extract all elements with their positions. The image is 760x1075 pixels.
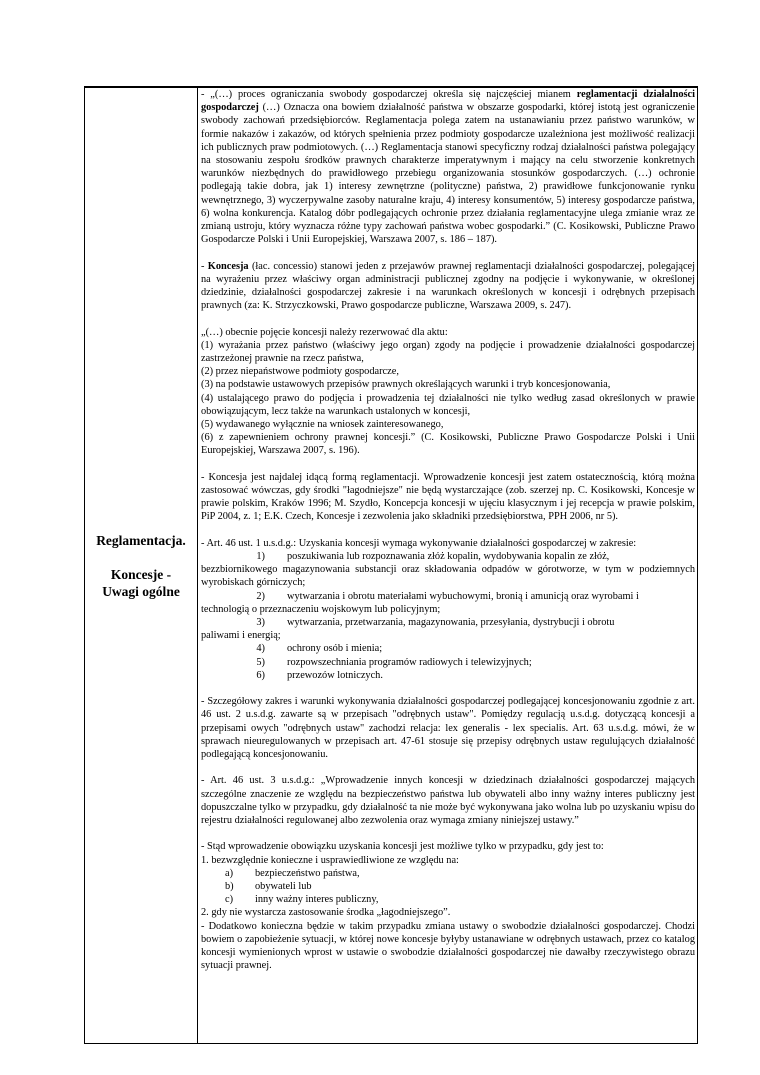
paragraph-art46-ust3: - Art. 46 ust. 3 u.s.d.g.: „Wprowadzenie innych koncesji w dziedzinach działalności gospodarczej mających szczególne znaczenie ze względu na bezpieczeństwo państwa lub obywateli albo inny ważny interes publiczny jest dopuszczalne tylko w przypadku, gdy działalność ta nie może być wykonywana jako wolna lub po uzyskaniu wpisu do rejestru działalności regulowanej albo zezwolenia oraz wymaga zmiany niniejszej ustawy.” — [201, 775, 695, 827]
list-item: (4) ustalającego prawo do podjęcia i prowadzenia tej działalności nie tylko według zasad określonych w prawie obowiązującym, lecz także na warunkach ustalonych w koncesji, — [201, 392, 695, 417]
list-item-continuation: paliwami i energią; — [201, 630, 281, 642]
paragraph-closing: - Dodatkowo konieczna będzie w takim przypadku zmiana ustawy o swobodzie działalności gospodarczej. Chodzi bowiem o zapobieżenie sytuacji, w której nowe koncesje byłyby ustanawiane w odrębnych ustawach, przez co katalog koncesji wymienionych wprost w ustawie o swobodzie działalności gospodarczej nie dawałby rzeczywistego obrazu sytuacji prawnej. — [201, 920, 695, 972]
paragraph-ultima-ratio: - Koncesja jest najdalej idącą formą reglamentacji. Wprowadzenie koncesji jest zatem ostatecznością, którą można zastosować wówczas, gdy środki "łagodniejsze" nie będą wystarczające (zob. szerzej np. C. Kosikowski, Koncesje w prawie polskim, Kraków 1996; M. Szydło, Koncepcja koncesji w ujęciu klasycznym i jej recepcja w prawie polskim, PiP 2004, z. 1; E.K. Czech, Koncesje i zezwolenia jako składniki przedsiębiorstwa, PPH 2006, nr 5). — [201, 471, 695, 523]
content-cell — [201, 88, 695, 1043]
list-item: 5) rozpowszechniania programów radiowych i telewizyjnych; — [256, 656, 532, 668]
list-item: 6) przewozów lotniczych. — [256, 669, 383, 681]
list-item-continuation: technologią o przeznaczeniu wojskowym lub policyjnym; — [201, 603, 441, 615]
topic-cell — [85, 88, 198, 1043]
list-item: 4) ochrony osób i mienia; — [256, 643, 383, 655]
condition-point-1: 1. bezwzględnie konieczne i usprawiedliwione ze względu na: — [201, 854, 459, 866]
topic-subtitle-line2: Uwagi ogólne — [102, 583, 180, 599]
topic-title: Reglamentacja. — [96, 532, 186, 548]
list-item: (1) wyrażania przez państwo (właściwy jego organ) zgody na podjęcie i prowadzenie działalności gospodarczej zastrzeżonej prawnie na rzecz państwa, — [201, 339, 695, 365]
list-item: (5) wydawanego wyłącznie na wniosek zainteresowanego, — [201, 419, 444, 431]
paragraph-art46-ust1-intro: - Art. 46 ust. 1 u.s.d.g.: Uzyskania koncesji wymaga wykonywanie działalności gospodarczej w zakresie: — [201, 537, 637, 549]
paragraph-conditions-intro: - Stąd wprowadzenie obowiązku uzyskania koncesji jest możliwe tylko w przypadku, gdy jest to: — [201, 841, 604, 853]
paragraph-koncesja-definition: - Koncesja (łac. concessio) stanowi jeden z przejawów prawnej reglamentacji działalności gospodarczej, polegającej na wyrażeniu przez właściwy organ administracji publicznej zgodny na podjęcie i wykonywanie, w określonej dziedzinie, działalności gospodarczej zakresie i na warunkach określonych w koncesji i odrębnych przepisach prawnych (za: K. Strzyczkowski, Prawo gospodarcze publiczne, Warszawa 2009, s. 247). — [201, 260, 695, 312]
paragraph-koncesja-act-intro: „(…) obecnie pojęcie koncesji należy rezerwować dla aktu: — [201, 326, 448, 338]
topic-subtitle-line1: Koncesje - — [110, 566, 172, 582]
list-item: b) obywateli lub — [225, 881, 312, 893]
content-table — [84, 86, 698, 1044]
list-item: (2) przez niepaństwowe podmioty gospodarcze, — [201, 366, 399, 378]
list-item-continuation: bezzbiornikowego magazynowania substancji oraz składowania odpadów w górotworze, w tym w podziemnych wyrobiskach górniczych; — [201, 564, 695, 589]
paragraph-art46-ust2: - Szczegółowy zakres i warunki wykonywania działalności gospodarczej podlegającej koncesjonowaniu zgodnie z art. 46 ust. 2 u.s.d.g. zawarte są w przepisach "odrębnych ustaw". Pomiędzy regulacją u.s.d.g. dotyczącą koncesji a przepisami owych "odrębnych ustaw" zachodzi relacja: lex generalis - lex specialis. Art. 63 u.s.d.g. mówi, że w sprawach nieuregulowanych w przepisach art. 47-61 stosuje się przepisy odrębnych ustaw regulujących działalność podlegającą koncesjonowaniu. — [201, 696, 695, 761]
list-item: (3) na podstawie ustawowych przepisów prawnych określających warunki i tryb koncesjonowania, — [201, 379, 611, 391]
list-item: a) bezpieczeństwo państwa, — [225, 867, 360, 879]
condition-point-2: 2. gdy nie wystarcza zastosowanie środka „łagodniejszego”. — [201, 907, 451, 919]
paragraph-reglamentacja: - „(…) proces ograniczania swobody gospodarczej określa się najczęściej mianem reglamentacji działalności gospodarczej (…) Oznacza ona bowiem działalność państwa w obszarze gospodarki, której istotą jest ograniczenie swobody zachowań przedsiębiorców. Reglamentacja polega zatem na ustanawianiu przez państwo warunków, w formie nakazów i zakazów, od których spełnienia przez podmioty gospodarcze uzależniona jest możliwość realizacji ich publicznych praw podmiotowych. (…) Reglamentacja stanowi specyficzny rodzaj działalności państwa polegający na stosowaniu zespołu środków prawnych charakterze imperatywnym i mający na celu stworzenie konkretnych warunków niezbędnych do prawidłowego przebiegu organizowania stosunków gospodarczych. (…) ochronie podlegają takie dobra, jak 1) interesy zewnętrzne (polityczne) państwa, 2) prawidłowe funkcjonowanie rynku wewnętrznego, 3) wyczerpywalne zasoby naturalne kraju, 4) interesy konsumentów, 5) interesy gospodarcze państwa, 6) wolna konkurencja. Katalog dóbr podlegających ochronie przez działania reglamentacyjne ulega zmianie wraz ze zmianą ustroju, który wyznacza różne typy zachowań państwa wobec gospodarki.” (C. Kosikowski, Publiczne Prawo Gospodarcze Polski i Unii Europejskiej, Warszawa 2007, s. 186 – 187). — [201, 89, 695, 246]
list-item: 3) wytwarzania, przetwarzania, magazynowania, przesyłania, dystrybucji i obrotu — [256, 617, 615, 629]
list-item: 1) poszukiwania lub rozpoznawania złóż kopalin, wydobywania kopalin ze złóż, — [256, 551, 610, 563]
list-item: (6) z zapewnieniem ochrony prawnej koncesji.” (C. Kosikowski, Publiczne Prawo Gospodarcze Polski i Unii Europejskiej, Warszawa 2007, s. 196). — [201, 432, 695, 457]
list-item: c) inny ważny interes publiczny, — [225, 894, 379, 906]
list-item: 2) wytwarzania i obrotu materiałami wybuchowymi, bronią i amunicją oraz wyrobami i — [256, 590, 639, 602]
